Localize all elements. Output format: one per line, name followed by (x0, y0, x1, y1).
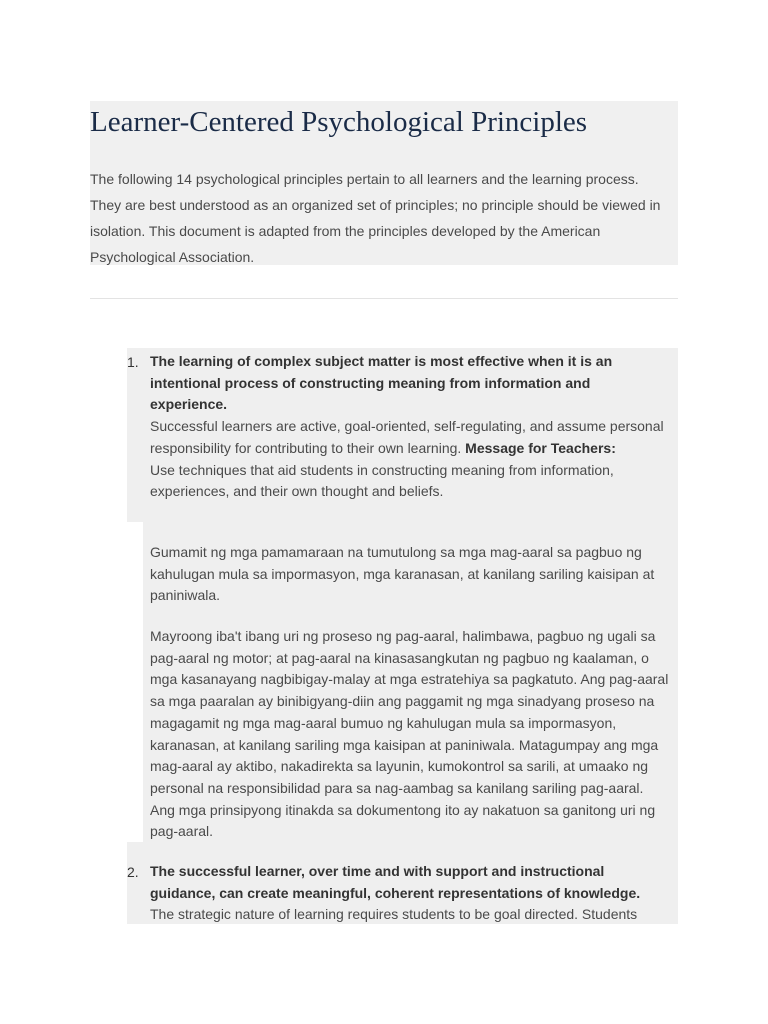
intro-paragraph: The following 14 psychological principles pertain to all learners and the learning process. They are best understood as an organized set of principles; no principle should be viewed in isolation. This document is adapted from the principles developed by the American Psychological Association. (90, 171, 661, 265)
principle-1-message-label: Message for Teachers: (465, 439, 616, 456)
principle-1-number: 1. (127, 354, 139, 370)
principle-2-heading: The successful learner, over time and with support and instructional guidance, can create meaningful, coherent representations of knowledge. (150, 863, 641, 901)
principle-1-translation-1: Gumamit ng mga pamamaraan na tumutulong sa mga mag-aaral sa pagbuo ng kahulugan mula sa impormasyon, mga karanasan, at kanilang sariling kaisipan at paniniwala. (150, 544, 655, 604)
principle-1-message: Use techniques that aid students in constructing meaning from information, experiences, and their own thought and beliefs. (150, 461, 614, 500)
page-title: Learner-Centered Psychological Principles (90, 106, 588, 138)
principle-1-heading: The learning of complex subject matter is most effective when it is an intentional process of constructing meaning from information and experience. (150, 353, 613, 413)
principle-2-text (150, 861, 665, 926)
principle-1-description: Successful learners are active, goal-oriented, self-regulating, and assume personal responsibility for contributing to their own learning. (150, 418, 664, 456)
principle-1-translation-2: Mayroong iba't ibang uri ng proseso ng pag-aaral, halimbawa, pagbuo ng ugali sa pag-aaral ng motor; at pag-aaral na kinasasangkutan ng pagbuo ng kaalaman, o mga kasanayang nagbibigay-malay at mga estratehiya sa pagkatuto. Ang pag-aaral sa mga paaralan ay binibigyang-diin ang paggamit ng mga sinadyang proseso na magagamit ng mga mag-aaral bumuo ng kahulugan mula sa impormasyon, karanasan, at kanilang sariling mga kaisipan at paniniwala. Matagumpay ang mga mag-aaral ay aktibo, nakadirekta sa layunin, kumokontrol sa sarili, at umaako ng personal na responsibilidad para sa nag-aambag sa kanilang sariling pag-aaral. Ang mga prinsipyong itinakda sa dokumentong ito ay nakatuon sa ganitong uri ng pag-aaral. (150, 628, 669, 840)
divider (90, 298, 678, 299)
principle-2-number: 2. (127, 864, 139, 880)
principle-1-text (150, 351, 665, 503)
principle-2-description: The strategic nature of learning requires students to be goal directed. Students (150, 906, 638, 923)
